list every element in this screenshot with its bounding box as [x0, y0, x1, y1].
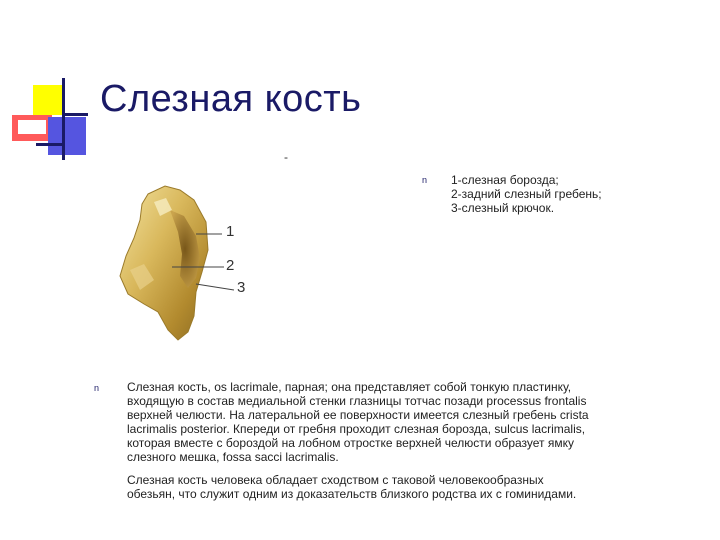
- logo-horizontal-line: [62, 113, 88, 116]
- paragraph-line: обезьян, что служит одним из доказательств близкого родства их с гоминидами.: [127, 487, 577, 501]
- logo-red-inner: [18, 120, 46, 134]
- paragraph-line: верхней челюсти. На латеральной ее поверхности имеется слезный гребень crista: [127, 408, 589, 422]
- legend: [451, 173, 602, 215]
- paragraph-line: Слезная кость человека обладает сходством с таковой человекообразных: [127, 473, 544, 487]
- figure-label-1: 1: [226, 223, 235, 240]
- paragraph-line: которая вместе с бороздой на лобном отростке верхней челюсти образует ямку: [127, 436, 575, 450]
- leader-line-3: [196, 284, 234, 290]
- paragraph-line: слезного мешка, fossa sacci lacrimalis.: [127, 450, 339, 464]
- figure-label-3: 3: [237, 279, 246, 296]
- legend-line: 1-слезная борозда;: [451, 173, 559, 187]
- logo-vertical-line: [62, 78, 65, 160]
- body-paragraph-1: [127, 380, 677, 464]
- paragraph-line: входящую в состав медиальной стенки глазницы тотчас позади processus frontalis: [127, 394, 587, 408]
- slide-title: Слезная кость: [100, 78, 362, 120]
- logo-horizontal-line-lower: [36, 143, 64, 146]
- body-paragraph-2: [127, 473, 677, 501]
- body-bullet: n: [94, 383, 100, 393]
- paragraph-line: lacrimalis posterior. Кпереди от гребня проходит слезная борозда, sulcus lacrimalis,: [127, 422, 586, 436]
- paragraph-line: Слезная кость, os lacrimale, парная; она представляет собой тонкую пластинку,: [127, 380, 572, 394]
- logo-yellow-square: [33, 85, 63, 115]
- lacrimal-bone-figure: [110, 180, 270, 350]
- legend-line: 2-задний слезный гребень;: [451, 187, 602, 201]
- logo-blue-square: [48, 117, 86, 155]
- title-dash: -: [284, 150, 288, 164]
- legend-line: 3-слезный крючок.: [451, 201, 555, 215]
- legend-bullet: n: [422, 175, 428, 185]
- figure-label-2: 2: [226, 257, 235, 274]
